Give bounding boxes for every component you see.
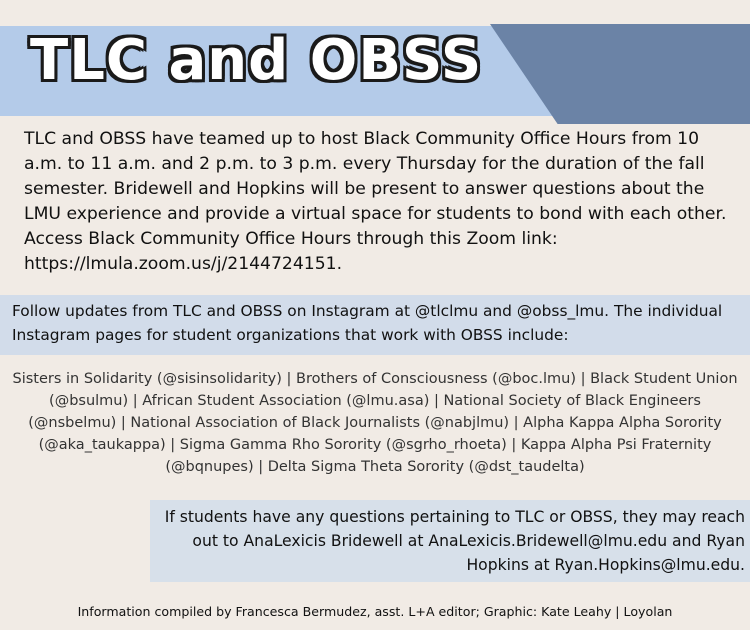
organizations-list: Sisters in Solidarity (@sisinsolidarity) | Brothers of Consciousness (@boc.lmu) | Black Student Union (@bsulmu) | African Student Association (@lmu.asa) | National Society of Black Engineers (@nsbelmu) | National Association of Black Journalists (@nabjlmu) | Alpha Kappa Alpha Sorority (@aka_taukappa) | Sigma Gamma Rho Sorority (@sgrho_rhoeta) | Kappa Alpha Psi Fraternity (@bqnupes) | Delta Sigma Theta Sorority (@dst_taudelta): [12, 371, 738, 475]
intro-paragraph: TLC and OBSS have teamed up to host Black Community Office Hours from 10 a.m. to 11 a.m. and 2 p.m. to 3 p.m. every Thursday for the duration of the fall semester. Bridewell and Hopkins will be present to answer questions about the LMU experience and provide a virtual space for students to bond with each other. Access Black Community Office Hours through this Zoom link: https://lmula.zoom.us/j/2144724151.: [24, 129, 727, 274]
credit-line: Information compiled by Francesca Bermudez, asst. L+A editor; Graphic: Kate Leahy | Loyolan: [77, 604, 673, 619]
page-title: TLC and OBSS: [30, 28, 483, 93]
contact-paragraph: If students have any questions pertaining to TLC or OBSS, they may reach out to AnaLexicis Bridewell at AnaLexicis.Bridewell@lmu.edu and Ryan Hopkins at Ryan.Hopkins@lmu.edu.: [164, 508, 745, 574]
follow-paragraph: Follow updates from TLC and OBSS on Instagram at @tlclmu and @obss_lmu. The individual Instagram pages for student organizations that work with OBSS include:: [12, 302, 723, 344]
